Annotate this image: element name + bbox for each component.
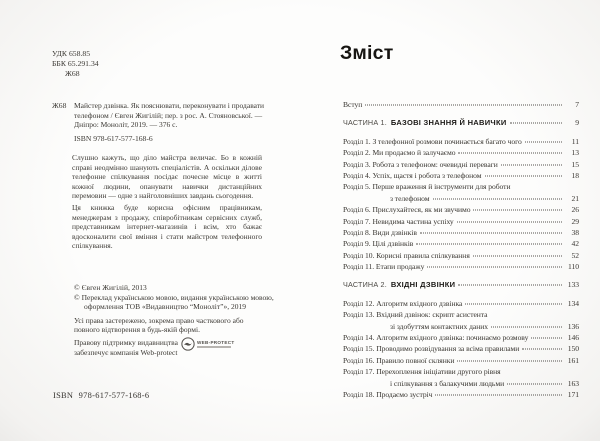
toc-entry-label: Розділ 10. Корисні правила спілкування (343, 250, 470, 260)
toc-entry (343, 205, 579, 216)
udc-code: УДК 658.85 (52, 49, 91, 58)
table-of-contents (343, 100, 579, 401)
toc-page-number: 150 (567, 344, 579, 354)
toc-entry-label: Розділ 11. Етапи продажу (343, 262, 425, 272)
web-protect-logo-text (197, 340, 235, 348)
toc-entry-label: Розділ 8. Види дзвінків (343, 227, 417, 237)
toc-entry-label: Розділ 2. Ми продаємо й залучаємо (343, 148, 456, 158)
toc-part-title: БАЗОВІ ЗНАННЯ Й НАВИЧКИ (390, 118, 507, 128)
toc-entry-label: Розділ 7. Невидима частина успіху (343, 216, 454, 226)
toc-entry (343, 262, 579, 273)
toc-entry-label: Розділ 14. Алгоритм вхідного дзвінка: починаємо розмову (343, 333, 529, 343)
isbn-number: ISBN 978-617-577-168-6 (74, 134, 153, 143)
dot-leader (501, 164, 562, 165)
toc-entry (343, 160, 579, 171)
toc-entry (343, 367, 579, 378)
bbk-code: ББК 65.291.34 (52, 59, 99, 68)
copyright-publisher-line: © Переклад українською мовою, видання українською мовою, оформлення ТОВ «Видавництво “Моноліт”», 2019 (74, 292, 274, 311)
dot-leader (510, 123, 562, 124)
dot-leader (458, 153, 562, 154)
annotation-paragraph: Слушно кажуть, що діло майстра величає. Бо в кожній справі неодмінно шанують спеціалістів. А оскільки ділове телефонне спілкування посідає почесне місце в житті кожної людини, опанувати навички дистанційних перемовин — одне з найголовніших завдань сьогодення. (72, 153, 262, 201)
toc-page-number: 171 (567, 389, 579, 399)
toc-entry (343, 148, 579, 159)
toc-part-title: ВХІДНІ ДЗВІНКИ (390, 280, 456, 290)
toc-part-2 (343, 280, 579, 291)
toc-entry-label: Розділ 6. Прислухайтеся, як ми звучимо (343, 205, 471, 215)
author-sign: Ж68 (65, 69, 80, 78)
dot-leader (473, 210, 562, 211)
toc-page-number: 29 (571, 216, 579, 226)
toc-page-number: 38 (571, 227, 579, 237)
toc-entry (343, 299, 579, 310)
toc-entry-label: з телефоном (390, 193, 430, 203)
toc-entry (343, 137, 579, 148)
toc-page-number: 42 (571, 239, 579, 249)
toc-page-number: 136 (567, 321, 579, 331)
toc-page-number: 11 (571, 136, 579, 146)
toc-entry (343, 344, 579, 355)
dot-leader (525, 141, 562, 142)
toc-page-number: 15 (571, 159, 579, 169)
toc-page-number: 9 (575, 118, 579, 128)
copyright-author-line: © Євген Жигілій, 2013 (74, 283, 147, 292)
legal-support-line-2: забезпечує компанія Web-protect (74, 348, 178, 358)
toc-entry (343, 251, 579, 262)
toc-page-number: 146 (567, 333, 579, 343)
toc-page-number: 21 (571, 193, 579, 203)
toc-entry (343, 333, 579, 344)
toc-entry-label: Розділ 5. Перше враження й інструменти для роботи (343, 182, 511, 192)
contents-page (300, 0, 600, 441)
dot-leader (427, 267, 562, 268)
toc-entry-label: зі здобуттям контактних даних (390, 321, 489, 331)
toc-entry-continuation (343, 379, 579, 390)
dot-leader (458, 285, 562, 286)
toc-entry (343, 182, 579, 193)
dot-leader (416, 244, 562, 245)
toc-entry (343, 228, 579, 239)
toc-entry-continuation (343, 322, 579, 333)
dot-leader (420, 232, 562, 233)
toc-entry (343, 356, 579, 367)
toc-entry-label: Розділ 3. Робота з телефоном: очевидні переваги (343, 159, 498, 169)
toc-part-label: ЧАСТИНА 2. (343, 280, 387, 290)
toc-page-number: 7 (575, 100, 579, 109)
toc-page-number: 110 (568, 262, 579, 272)
toc-page-number: 161 (567, 355, 579, 365)
dot-leader (435, 394, 562, 395)
toc-entry-intro (343, 100, 579, 111)
toc-entry-label: і спілкування з балакучими людьми (390, 378, 505, 388)
toc-page-number: 52 (571, 250, 579, 260)
dot-leader (531, 338, 562, 339)
toc-entry (343, 390, 579, 401)
dot-leader (457, 221, 562, 222)
dot-leader (433, 198, 562, 199)
toc-entry-label: Розділ 13. Вхідний дзвінок: скрипт асистента (343, 310, 488, 320)
legal-support-note (74, 338, 178, 359)
dot-leader (465, 303, 562, 304)
dot-leader (491, 326, 562, 327)
dot-leader (473, 255, 562, 256)
toc-entry-label: Вступ (343, 100, 363, 109)
web-protect-logo-name: WEB-PROTECT (197, 340, 235, 345)
web-protect-logo (181, 337, 235, 351)
toc-entry-label: Розділ 9. Цілі дзвінків (343, 239, 414, 249)
toc-entry-label: Розділ 16. Правило повної склянки (343, 355, 455, 365)
toc-page-number: 26 (571, 205, 579, 215)
page-title: Зміст (340, 42, 394, 64)
annotation-paragraph: Ця книжка буде корисна офісним працівникам, менеджерам з продажу, співробітникам сервісних служб, представникам інтернет-магазинів і всім, хто бажає вдосконалити свої вміння і стати майстром телефонного спілкування. (72, 203, 262, 251)
web-protect-tagline-bar (197, 346, 231, 348)
toc-entry-label: Розділ 15. Проводимо розвідування за всіма правилами (343, 344, 520, 354)
dot-leader (485, 175, 562, 176)
rights-reserved-notice: Усі права застережено, зокрема право часткового або повного відтворення в будь-якій формі. (74, 316, 244, 335)
toc-page-number: 18 (571, 170, 579, 180)
toc-entry-label: Розділ 17. Перехоплення ініціативи другого рівня (343, 367, 501, 377)
dot-leader (457, 360, 562, 361)
dot-leader (507, 383, 562, 384)
toc-entry-continuation (343, 194, 579, 205)
toc-entry (343, 239, 579, 250)
toc-entry (343, 171, 579, 182)
toc-page-number: 163 (567, 378, 579, 388)
bibliographic-description: Майстер дзвінка. Як пояснювати, переконувати і продавати телефоном / Євген Жигілій; пер. з рос. А. Стояновської. — Дніпро: Моноліт, 2019. — 376 с. (74, 101, 265, 130)
toc-entry-label: Розділ 18. Продаємо зустріч (343, 389, 433, 399)
web-protect-emblem-icon (181, 337, 195, 351)
toc-entry-label: Розділ 1. З телефонної розмови починається багато чого (343, 136, 522, 146)
toc-page-number: 13 (571, 148, 579, 158)
classification-codes (52, 49, 99, 79)
toc-entry (343, 310, 579, 321)
toc-page-number: 134 (567, 298, 579, 308)
toc-entry-label: Розділ 4. Успіх, щастя і робота з телефоном (343, 170, 482, 180)
toc-part-label: ЧАСТИНА 1. (343, 118, 387, 128)
toc-entry-label: Розділ 12. Алгоритм вхідного дзвінка (343, 298, 463, 308)
legal-support-line-1: Правову підтримку видавництва (74, 338, 178, 347)
biblio-author-sign: Ж68 (52, 101, 67, 110)
toc-entry (343, 217, 579, 228)
toc-page-number: 133 (567, 280, 579, 290)
dot-leader (365, 105, 562, 106)
dot-leader (522, 349, 562, 350)
isbn-bottom: ISBN 978-617-577-168-6 (53, 391, 150, 400)
toc-part-1 (343, 118, 579, 129)
